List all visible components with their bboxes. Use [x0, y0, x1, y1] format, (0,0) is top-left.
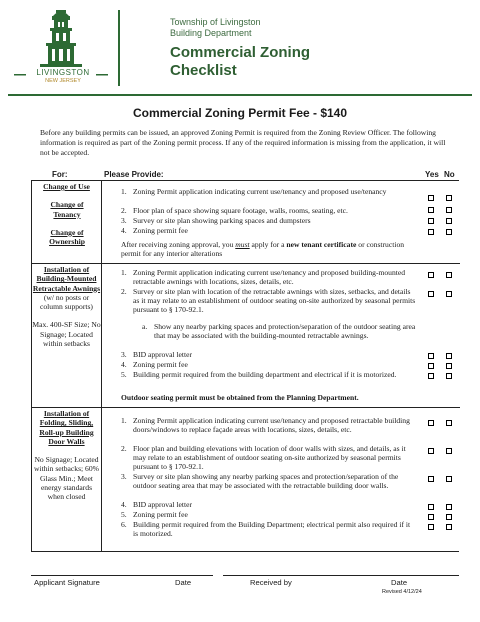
yes-checkbox[interactable] [428, 514, 434, 520]
section-building-door-walls [32, 407, 460, 552]
list-item: 1. Zoning Permit application indicating current use/tenancy and proposed retractable building doors/windows to replace façade areas with locations, sizes, details, etc. [121, 416, 410, 435]
no-checkbox[interactable] [446, 504, 452, 510]
list-item: 2. Survey or site plan with location of the retractable awnings with sizes, setbacks, and details as it may relate to an establishment of outdoor seating on-site authorized by seasonal permits pursuant to § 170-92.1. [121, 287, 416, 315]
no-checkbox[interactable] [446, 363, 452, 369]
yes-checkbox[interactable] [428, 218, 434, 224]
yes-checkbox[interactable] [428, 476, 434, 482]
list-item: a. Show any nearby parking spaces and protection/separation of the outdoor seating area that may be associated with the building-mounted retractable awnings. [142, 322, 416, 341]
no-checkbox[interactable] [446, 373, 452, 379]
list-item: 1. Zoning Permit application indicating current use/tenancy and proposed building-mounted retractable awnings with locations, sizes, details, etc. [121, 268, 406, 287]
section-retractable-awnings [32, 263, 460, 407]
header-divider [118, 10, 120, 86]
applicant-signature-line[interactable] [31, 575, 213, 576]
yes-checkbox[interactable] [428, 420, 434, 426]
no-checkbox[interactable] [446, 514, 452, 520]
list-item: 4. Zoning permit fee [121, 360, 188, 369]
yes-checkbox[interactable] [428, 373, 434, 379]
received-by-line[interactable] [223, 575, 459, 576]
list-item: 3. BID approval letter [121, 350, 193, 359]
applicant-signature-label: Applicant Signature [34, 578, 100, 587]
yes-checkbox[interactable] [428, 195, 434, 201]
intro-paragraph: Before any building permits can be issued, an approved Zoning Permit is required from the Zoning Review Officer. The following information is required as part of the Zoning permit process. If any of the required information is missing from the application, it will not be accepted. [40, 128, 446, 157]
list-item: 6. Building permit required from the Building Department; electrical permit also required if it is motorized. [121, 520, 411, 539]
no-checkbox[interactable] [446, 207, 452, 213]
yes-checkbox[interactable] [428, 291, 434, 297]
col-header-no: No [444, 170, 455, 179]
yes-checkbox[interactable] [428, 448, 434, 454]
list-item: 1. Zoning Permit application indicating current use/tenancy and proposed use/tenancy [121, 187, 387, 196]
yes-checkbox[interactable] [428, 524, 434, 530]
fee-title: Commercial Zoning Permit Fee - $140 [132, 106, 348, 120]
no-checkbox[interactable] [446, 291, 452, 297]
yes-checkbox[interactable] [428, 504, 434, 510]
section-note: After receiving zoning approval, you must apply for a new tenant certificate or construction permit for any interior alterations [121, 240, 405, 259]
no-checkbox[interactable] [446, 524, 452, 530]
no-checkbox[interactable] [446, 448, 452, 454]
no-checkbox[interactable] [446, 476, 452, 482]
no-checkbox[interactable] [446, 229, 452, 235]
no-checkbox[interactable] [446, 218, 452, 224]
received-by-label: Received by [250, 578, 292, 587]
yes-checkbox[interactable] [428, 207, 434, 213]
no-checkbox[interactable] [446, 272, 452, 278]
checklist-table [31, 180, 459, 552]
col-header-for: For: [52, 170, 68, 179]
no-checkbox[interactable] [446, 353, 452, 359]
list-item: 5. Zoning permit fee [121, 510, 188, 519]
logo-subtext: NEW JERSEY [45, 78, 81, 84]
yes-checkbox[interactable] [428, 272, 434, 278]
yes-checkbox[interactable] [428, 353, 434, 359]
township-name: Township of Livingston Building Department [170, 17, 261, 38]
list-item: 5. Building permit required from the building department and electrical if it is motorized. [121, 370, 397, 379]
col-header-yes: Yes [425, 170, 439, 179]
yes-checkbox[interactable] [428, 363, 434, 369]
list-item: 4. Zoning permit fee [121, 226, 188, 235]
no-checkbox[interactable] [446, 420, 452, 426]
yes-checkbox[interactable] [428, 229, 434, 235]
page-title: Commercial Zoning Checklist [170, 44, 311, 79]
section-label: Installation of Building-Mounted Retractable Awnings (w/ no posts or column supports) Max. 400-SF Size; No Signage; Located within setbacks [32, 264, 102, 407]
date-label: Date [175, 578, 192, 587]
section-label: Installation of Folding, Sliding, Roll-up Building Door Walls No Signage; Located within setbacks; 60% Glass Min.; Meet energy standards when closed [32, 408, 102, 552]
list-item: 2. Floor plan and building elevations with location of door walls with sizes, and details, as it may relate to an establishment of outdoor seating on-site authorized by seasonal permits pursuant to § 170-92.1. [121, 444, 406, 472]
section-footnote: Outdoor seating permit must be obtained from the Planning Department. [121, 393, 359, 402]
section-change-of-use [32, 181, 460, 263]
section-label: Change of Use Change of Tenancy Change of Ownership [32, 181, 102, 263]
list-item: 2. Floor plan of space showing square footage, walls, rooms, seating, etc. [121, 206, 348, 215]
revision-date: Revised 4/12/24 [382, 589, 422, 595]
header-rule [8, 94, 472, 96]
list-item: 4. BID approval letter [121, 500, 193, 509]
list-item: 3. Survey or site plan showing parking spaces and dumpsters [121, 216, 311, 225]
logo-text: LIVINGSTON [36, 68, 90, 77]
list-item: 3. Survey or site plan showing any nearby parking spaces and protection/separation of the outdoor seating area that may be associated with the retractable building door walls. [121, 472, 399, 491]
date-label: Date [391, 578, 408, 587]
no-checkbox[interactable] [446, 195, 452, 201]
col-header-provide: Please Provide: [104, 170, 164, 179]
